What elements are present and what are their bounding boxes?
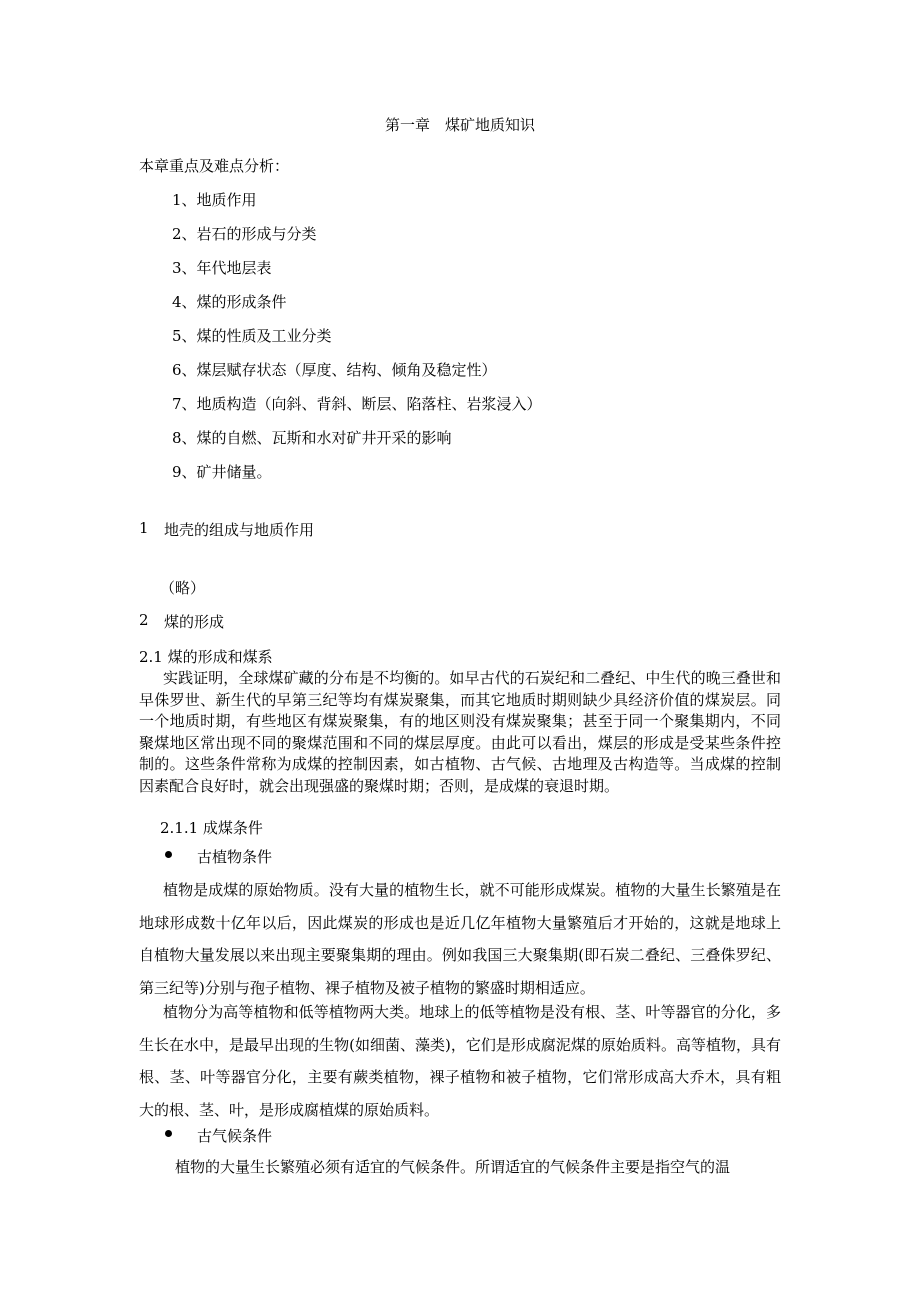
section-2-1-paragraph: 实践证明，全球煤矿藏的分布是不均衡的。如早古代的石炭纪和二叠纪、中生代的晚三叠世和早侏罗世、新生代的早第三纪等均有煤炭聚集，而其它地质时期则缺少具经济价值的煤炭层。同一个地质时期，有些地区有煤炭聚集，有的地区则没有煤炭聚集；甚至于同一个聚集期内，不同聚煤地区常出现不同的聚煤范围和不同的煤层厚度。由此可以看出，煤层的形成是受某些条件控制的。这些条件常称为成煤的控制因素，如古植物、古气候、古地理及古构造等。当成煤的控制因素配合良好时，就会出现强盛的聚煤时期；否则，是成煤的衰退时期。 xyxy=(139,669,781,795)
list-item: 6、煤层赋存状态（厚度、结构、倾角及稳定性） xyxy=(172,361,497,379)
list-item: 2、岩石的形成与分类 xyxy=(172,225,317,243)
overview-heading: 本章重点及难点分析： xyxy=(139,157,290,175)
bullet-icon xyxy=(165,851,172,858)
bullet-ancient-plants: 古植物条件 xyxy=(197,848,273,866)
section-2-1-1-title: 2.1.1 成煤条件 xyxy=(160,819,263,837)
bullet-ancient-climate: 古气候条件 xyxy=(197,1127,273,1145)
section-1-number: 1 xyxy=(139,519,149,537)
section-1-title: 地壳的组成与地质作用 xyxy=(164,521,315,539)
bullet-icon xyxy=(165,1130,172,1137)
section-2-1-title: 2.1 煤的形成和煤系 xyxy=(139,648,273,666)
list-item: 9、矿井储量。 xyxy=(172,463,272,481)
list-item: 8、煤的自燃、瓦斯和水对矿井开采的影响 xyxy=(172,429,452,447)
list-item: 1、地质作用 xyxy=(172,191,257,209)
paragraph-plants-origin: 植物是成煤的原始物质。没有大量的植物生长，就不可能形成煤炭。植物的大量生长繁殖是在地球形成数十亿年以后，因此煤炭的形成也是近几亿年植物大量繁殖后才开始的，这就是地球上自植物大量发展以来出现主要聚集期的理由。例如我国三大聚集期(即石炭二叠纪、三叠侏罗纪、第三纪等)分别与孢子植物、裸子植物及被子植物的繁盛时期相适应。 xyxy=(139,881,781,997)
list-item: 3、年代地层表 xyxy=(172,259,272,277)
page-title: 第一章 煤矿地质知识 xyxy=(384,116,535,134)
section-2-title: 煤的形成 xyxy=(164,613,225,631)
section-2-number: 2 xyxy=(139,611,149,629)
list-item: 5、煤的性质及工业分类 xyxy=(172,327,332,345)
section-1-note: （略） xyxy=(160,579,206,597)
list-item: 7、地质构造（向斜、背斜、断层、陷落柱、岩浆浸入） xyxy=(172,395,542,413)
list-item: 4、煤的形成条件 xyxy=(172,293,287,311)
paragraph-climate: 植物的大量生长繁殖必须有适宜的气候条件。所谓适宜的气候条件主要是指空气的温 xyxy=(175,1158,731,1176)
paragraph-plant-types: 植物分为高等植物和低等植物两大类。地球上的低等植物是没有根、茎、叶等器官的分化，多生长在水中，是最早出现的生物(如细菌、藻类)，它们是形成腐泥煤的原始质料。高等植物，具有根、茎、叶等器官分化，主要有蕨类植物，裸子植物和被子植物，它们常形成高大乔木，具有粗大的根、茎、叶，是形成腐植煤的原始质料。 xyxy=(139,1003,781,1119)
